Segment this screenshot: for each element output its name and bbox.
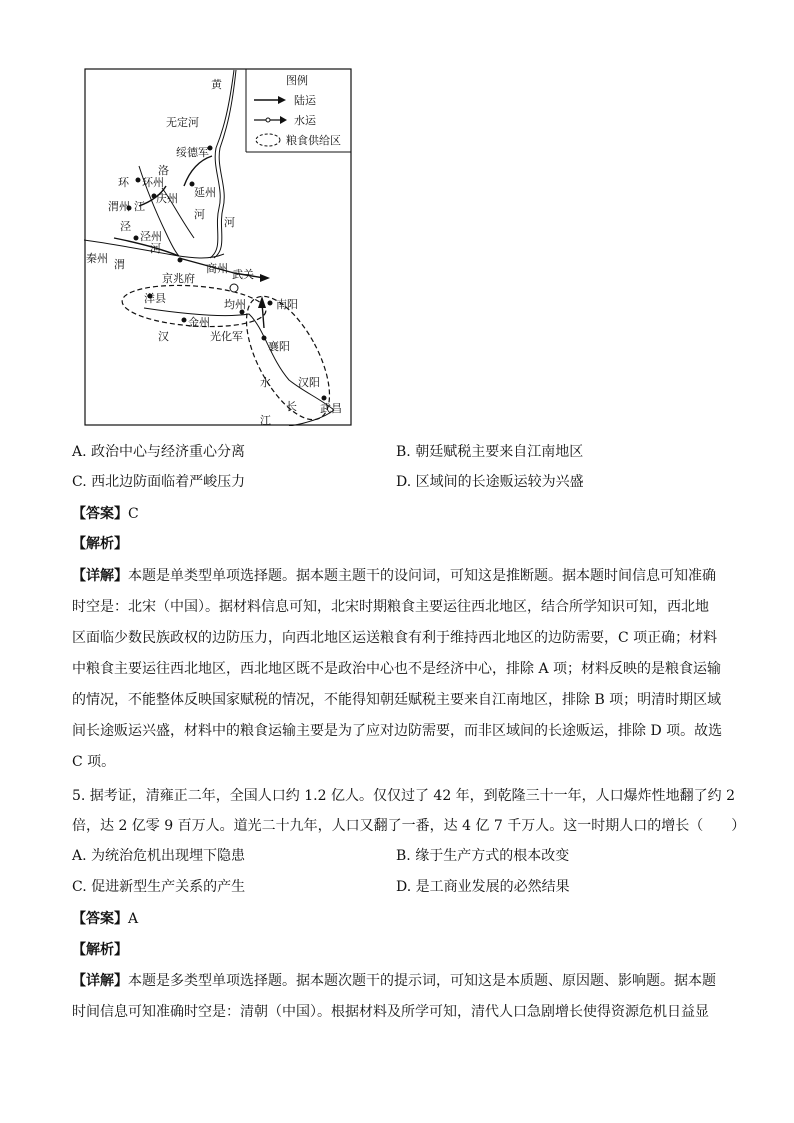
label-shangzhou: 商州 [206,262,228,275]
q5-stem-line: 倍，达 2 亿零 9 百万人。道光二十九年，人口又翻了一番，达 4 亿 7 千万人。这一时期人口的增长（ ） [72,818,746,834]
q5-option-c: C. 促进新型生产关系的产生 [72,879,246,895]
map-drawing [84,68,352,426]
q4-detail-line: C 项。 [72,754,116,770]
label-han: 汉 [158,330,169,343]
q4-analysis-heading: 【解析】 [72,536,128,552]
grain-transport-map [84,68,352,426]
q5-option-a: A. 为统治危机出现埋下隐患 [72,848,246,864]
label-jingzhou: 泾州 [140,230,162,243]
q4-detail-line: 的情况，不能整体反映国家赋税的情况，不能得知朝廷赋税主要来自江南地区，排除 B 项；明清时期区域 [72,692,722,708]
q4-detail-line: 间长途贩运兴盛，材料中的粮食运输主要是为了应对边防需要，而非区域间的长途贩运，排除 D 项。故选 [72,723,723,739]
label-wuchang: 武昌 [320,402,342,415]
label-weizhou: 渭州 [108,200,130,213]
q5-stem-line: 5. 据考证，清雍正二年，全国人口约 1.2 亿人。仅仅过了 42 年，到乾隆三十一年，人口爆炸性地翻了约 2 [72,788,736,804]
label-guanghuajun: 光化军 [210,330,243,343]
q5-detail-line: 【详解】本题是多类型单项选择题。据本题次题干的提示词，可知这是本质题、原因题、影响题。据本题 [72,973,716,989]
label-jiang: 江 [134,200,145,213]
label-huan: 环 [118,176,129,189]
label-chang: 长 [286,400,297,413]
label-he2: 河 [194,208,205,221]
q4-detail-line: 区面临少数民族政权的边防压力，向西北地区运送粮食有利于维持西北地区的边防需要，C 项正确；材料 [72,630,718,646]
q4-option-c: C. 西北边防面临着严峻压力 [72,474,246,490]
label-yanzhou: 延州 [194,186,216,199]
label-qinzhou: 秦州 [86,252,108,265]
q4-option-a: A. 政治中心与经济重心分离 [72,444,246,460]
label-jiang2: 江 [260,414,271,426]
q5-option-d: D. 是工商业发展的必然结果 [396,879,570,895]
label-huanzhou: 环州 [142,176,164,189]
label-yangxian: 洋县 [144,292,166,305]
label-wudinghe: 无定河 [166,116,199,129]
q4-detail-line: 【详解】本题是单类型单项选择题。据本题主题干的设问词，可知这是推断题。据本题时间信息可知准确 [72,568,716,584]
label-jing: 泾 [120,220,131,233]
label-shui: 水 [260,376,271,389]
q4-detail-line: 中粮食主要运往西北地区，西北地区既不是政治中心也不是经济中心，排除 A 项；材料反映的是粮食运输 [72,661,722,677]
q5-detail-line: 时间信息可知准确时空是：清朝（中国）。根据材料及所学可知，清代人口急剧增长使得资源危机日益显 [72,1004,709,1020]
label-huang: 黄 [211,78,222,91]
q5-analysis-heading: 【解析】 [72,942,128,958]
label-wuguan: 武关 [232,268,254,281]
label-junzhou: 均州 [224,298,246,311]
label-he3: 河 [224,216,235,229]
q4-option-b: B. 朝廷赋税主要来自江南地区 [396,444,584,460]
label-qingzhou: 庆州 [156,192,178,205]
label-suidejun: 绥德军 [176,146,209,159]
label-wei: 渭 [114,258,125,271]
legend-land: 陆运 [294,94,316,107]
legend-grain: 粮食供给区 [286,134,341,147]
q4-detail-line: 时空是：北宋（中国）。据材料信息可知，北宋时期粮食主要运往西北地区，结合所学知识可知，西北地 [72,599,709,615]
label-jinzhou: 金州 [188,316,210,329]
legend-title: 图例 [286,74,308,87]
label-nanyang: 南阳 [276,298,298,311]
q4-option-d: D. 区域间的长途贩运较为兴盛 [396,474,584,490]
label-hanyang: 汉阳 [298,376,320,389]
q5-option-b: B. 缘于生产方式的根本改变 [396,848,570,864]
label-jingzhaofu: 京兆府 [162,272,195,285]
label-luo: 洛 [158,164,169,177]
q5-answer: 【答案】A [72,911,139,927]
legend-water: 水运 [294,114,316,127]
label-xiangyang: 襄阳 [268,340,290,353]
q4-answer: 【答案】C [72,506,139,522]
label-he1: 河 [150,242,161,255]
